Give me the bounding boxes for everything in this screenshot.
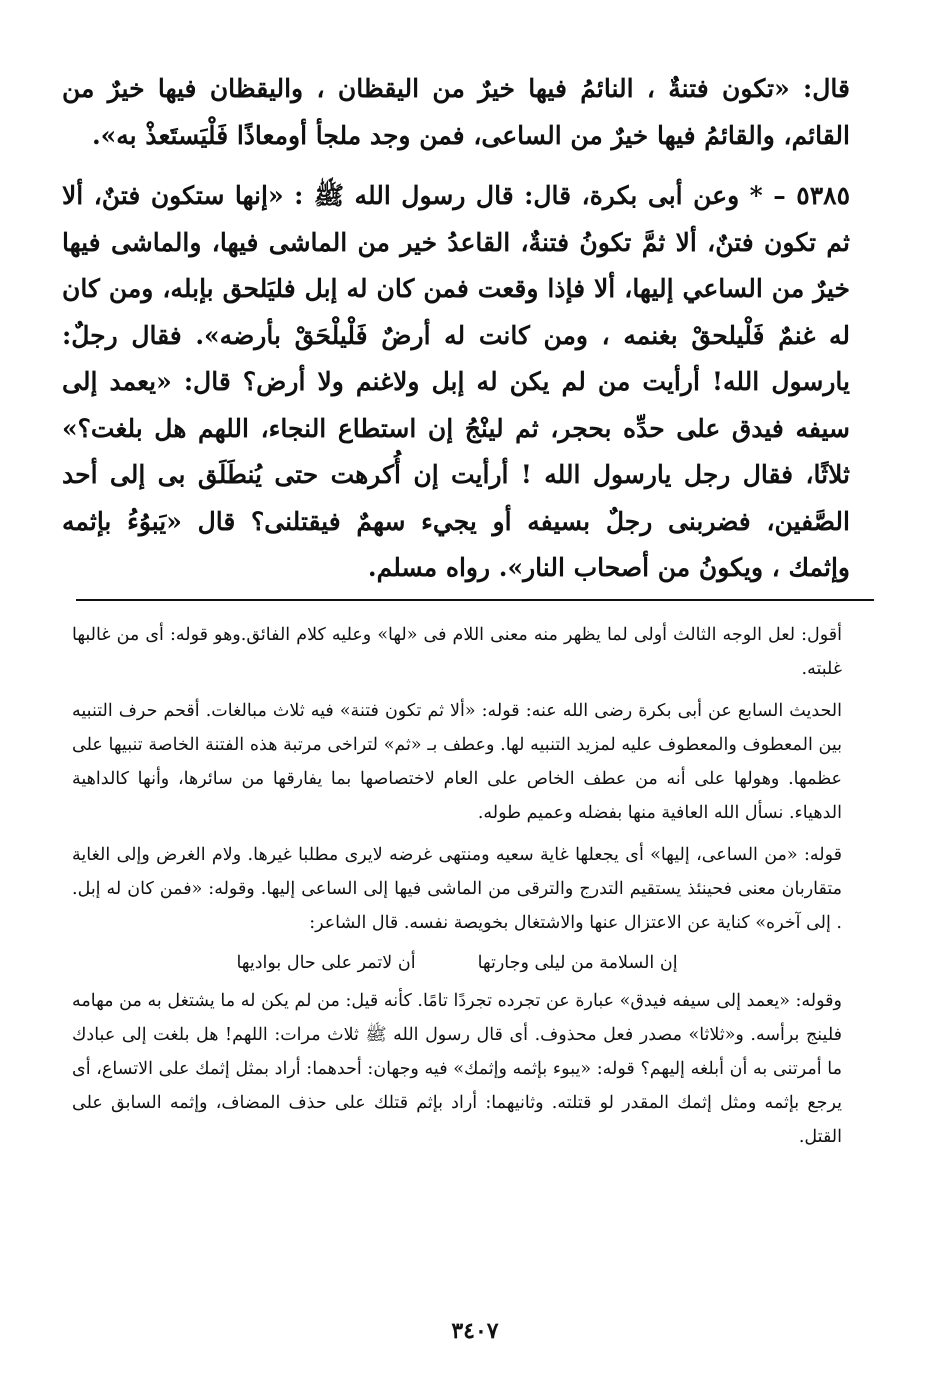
verse-first-hemistich: إن السلامة من ليلى وجارتها: [477, 953, 678, 973]
page-number: ٣٤٠٧: [451, 1318, 499, 1344]
hadith-5385: ٥٣٨٥ – * وعن أبى بكرة، قال: قال رسول الله ﷺ : «إنها ستكون فتنٌ، ألا ثم تكون فتنٌ، ألا ثمَّ تكونُ فتنةٌ، القاعدُ خير من الماشى فيها، والماشى فيها خيرٌ من الساعي إليها، ألا فإذا وقعت فمن كان له إبل فليَلحق بإبله، ومن كان له غنمٌ فَلْيلحقْ بغنمه ، ومن كانت له أرضٌ فَلْيلْحَقْ بأرضه». فقال رجلٌ: يارسول الله! أرأيت من لم يكن له إبل ولاغنم ولا أرض؟ قال: «يعمد إلى سيفه فيدق على حدِّه بحجر، ثم لينْجُ إن استطاع النجاء، اللهم هل بلغت؟» ثلاثًا، فقال رجل يارسول الله ! أرأيت إن أُكرهت حتى يُنطَلَق بى إلى أحد الصَّفين، فضربنى رجلٌ بسيفه أو يجيء سهمٌ فيقتلنى؟ قال «يَبوُءُ بإثمه وإثمك ، ويكونُ من أصحاب النار». رواه مسلم.: [62, 181, 850, 582]
commentary-paragraph-2: الحديث السابع عن أبى بكرة رضى الله عنه: قوله: «ألا ثم تكون فتنة» فيه ثلاث مبالغات. أقحم حرف التنبيه بين المعطوف والمعطوف عليه لمزيد التنبيه لها. وعطف بـ «ثم» لتراخى مرتبة هذه الفتنة الخاصة تنبيها على عظمها. وهولها على أنه من عطف الخاص على العام لاختصاصها بما يفارقها من سائرها، وأنها كالداهية الدهياء. نسأل الله العافية منها بفضله وعميم طوله.: [72, 701, 842, 823]
divider-line: [76, 599, 874, 601]
hadith-text: [62, 66, 850, 592]
hadith-paragraph-1: قال: «تكون فتنةٌ ، النائمُ فيها خيرٌ من اليقظان ، واليقظان فيها خيرٌ من القائم، والقائمُ فيها خيرٌ من الساعى، فمن وجد ملجأ أومعاذًا فَلْيَستَعذْ به».: [62, 74, 850, 150]
commentary-paragraph-1: أقول: لعل الوجه الثالث أولى لما يظهر منه معنى اللام فى «لها» وعليه كلام الفائق.وهو قوله: أى من غالبها غلبته.: [72, 625, 842, 679]
commentary-paragraph-4: وقوله: «يعمد إلى سيفه فيدق» عبارة عن تجرده تجردًا تامًا. كأنه قيل: من لم يكن له ما يشتغل به من مهامه فلينج برأسه. و«ثلاثا» مصدر فعل محذوف. أى قال رسول الله ﷺ ثلاث مرات: اللهم! هل بلغت إلى عبادك ما أمرتنى به أن أبلغه إليهم؟ قوله: «يبوء بإثمه وإثمك» فيه وجهان: أحدهما: أراد بمثل إثمك على الاتساع، أى يرجع بإثمه ومثل إثمك المقدر لو قتلته. وثانيهما: أراد بإثم قتلك على حذف المضاف، وإثمه السابق على القتل.: [72, 991, 842, 1147]
verse-second-hemistich: أن لاتمر على حال بواديها: [236, 953, 416, 973]
commentary: [72, 618, 842, 1154]
commentary-paragraph-3: قوله: «من الساعى، إليها» أى يجعلها غاية سعيه ومنتهى غرضه لايرى مطلبا غيرها. ولام الغرض وإلى الغاية متقاربان معنى فحينئذ يستقيم التدرج والترقى من الماشى فيها إلى الساعى إليها. وقوله: «فمن كان له إبل. . إلى آخره» كناية عن الاعتزال عنها والاشتغال بخويصة نفسه. قال الشاعر:: [72, 845, 842, 933]
poetry-verse: [72, 946, 842, 980]
